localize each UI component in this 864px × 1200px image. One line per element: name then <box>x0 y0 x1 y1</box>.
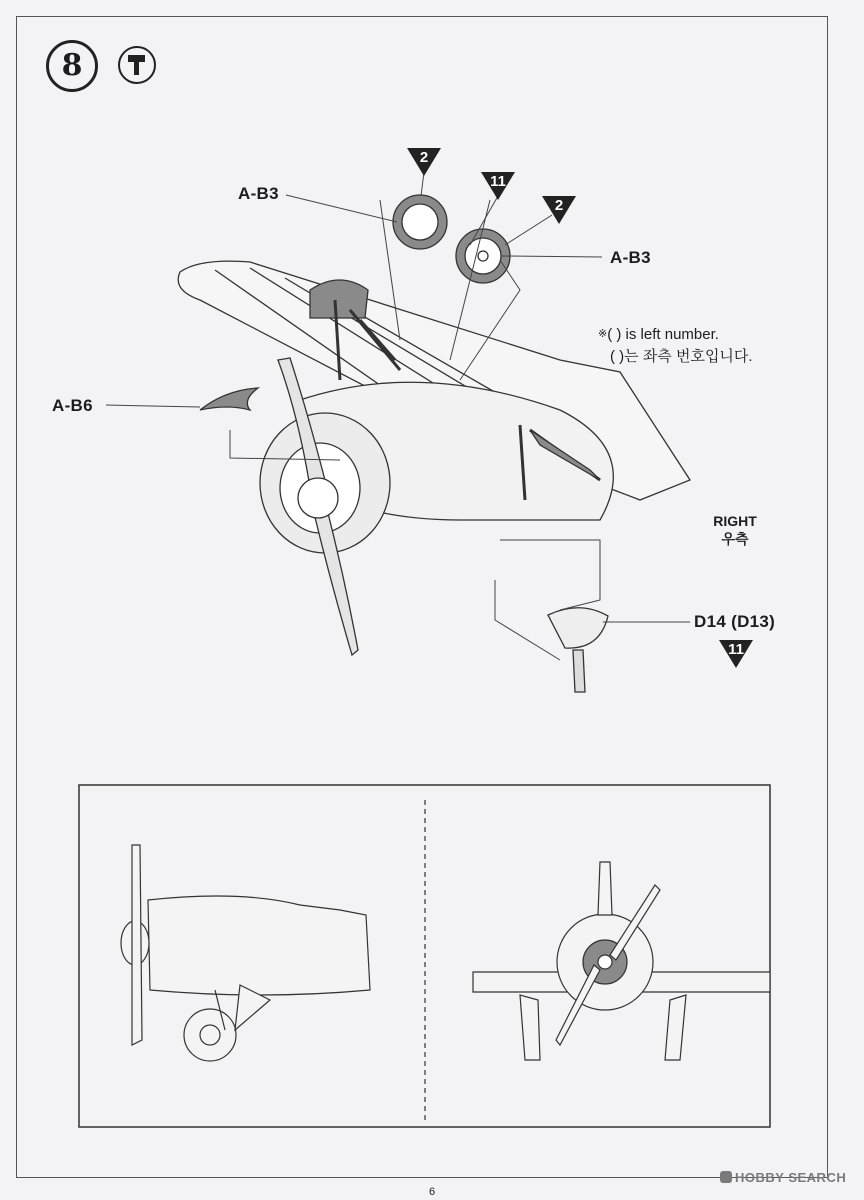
watermark <box>720 1170 846 1185</box>
side-label-english: RIGHT <box>713 513 757 529</box>
step-number: 8 <box>46 40 98 92</box>
note-english: ( ) is left number. <box>607 326 719 343</box>
callout-d14-d13: D14 (D13) <box>694 612 776 631</box>
callout-a-b6: A-B6 <box>52 396 93 415</box>
watermark-text: HOBBY SEARCH <box>735 1170 847 1185</box>
paint-marker-label: 11 <box>728 641 744 658</box>
paint-marker-label: 11 <box>490 173 506 190</box>
callout-a-b3-left: A-B3 <box>238 184 279 203</box>
paint-marker-label: 2 <box>419 149 429 166</box>
callout-a-b3-right: A-B3 <box>610 248 651 267</box>
note-symbol: ※ <box>598 328 608 340</box>
paint-triangle-icon <box>719 640 753 668</box>
paint-triangle-icon <box>542 196 576 224</box>
side-label-korean: 우측 <box>721 531 749 547</box>
paint-triangle-icon <box>407 148 441 176</box>
side-label <box>702 512 768 548</box>
page-number: 6 <box>428 1186 436 1198</box>
note-korean: ( )는 좌측 번호입니다. <box>610 348 753 365</box>
note-left-number <box>598 323 753 368</box>
paint-triangle-icon <box>481 172 515 200</box>
watermark-logo-icon <box>720 1171 732 1183</box>
paint-marker-label: 2 <box>554 197 564 214</box>
